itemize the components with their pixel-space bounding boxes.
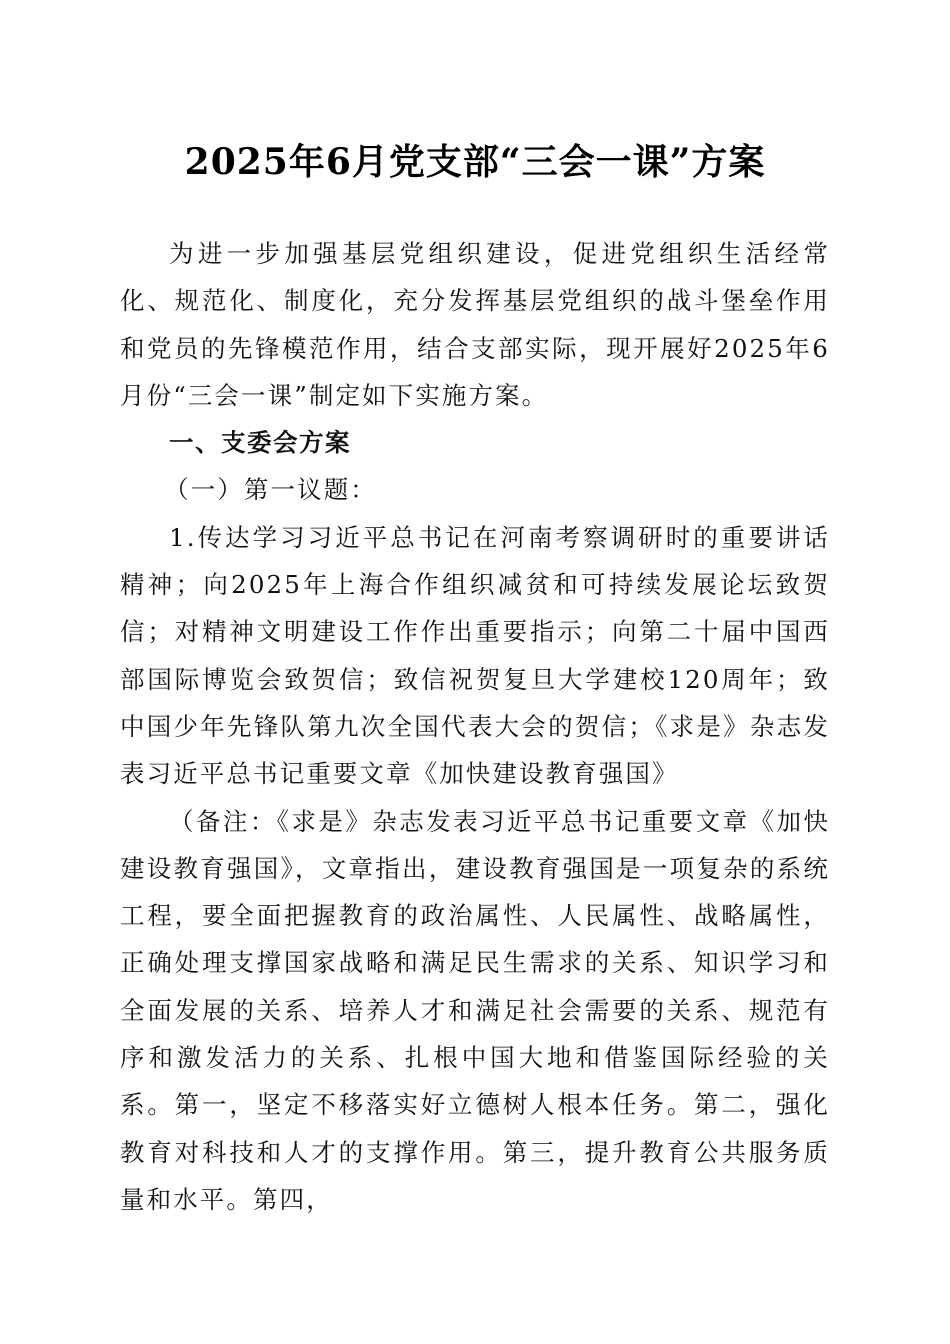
document-title: 2025年6月党支部“三会一课”方案 — [184, 141, 766, 183]
item-paragraph: 1.传达学习习近平总书记在河南考察调研时的重要讲话精神；向2025年上海合作组织减贫和可持续发展论坛致贺信；对精神文明建设工作作出重要指示；向第二十届中国西部国际博览会致贺信；致信祝贺复旦大学建校120周年；致中国少年先锋队第九次全国代表大会的贺信；《求是》杂志发表习近平总书记重要文章《加快建设教育强国》 — [120, 522, 830, 789]
subsection-heading: （一）第一议题： — [164, 475, 377, 505]
note-paragraph: （备注：《求是》杂志发表习近平总书记重要文章《加快建设教育强国》，文章指出，建设教育强国是一项复杂的系统工程，要全面把握教育的政治属性、人民属性、战略属性，正确处理支撑国家战略和满足民生需求的关系、知识学习和全面发展的关系、培养人才和满足社会需要的关系、规范有序和激发活力的关系、扎根中国大地和借鉴国际经验的关系。第一，坚定不移落实好立德树人根本任务。第二，强化教育对科技和人才的支撑作用。第三，提升教育公共服务质量和水平。第四， — [120, 806, 830, 1214]
section-heading: 一、支委会方案 — [169, 428, 351, 458]
intro-paragraph: 为进一步加强基层党组织建设，促进党组织生活经常化、规范化、制度化，充分发挥基层党组织的战斗堡垒作用和党员的先锋模范作用，结合支部实际，现开展好2025年6月份“三会一课”制定如下实施方案。 — [120, 239, 830, 410]
document-body — [120, 230, 830, 1223]
